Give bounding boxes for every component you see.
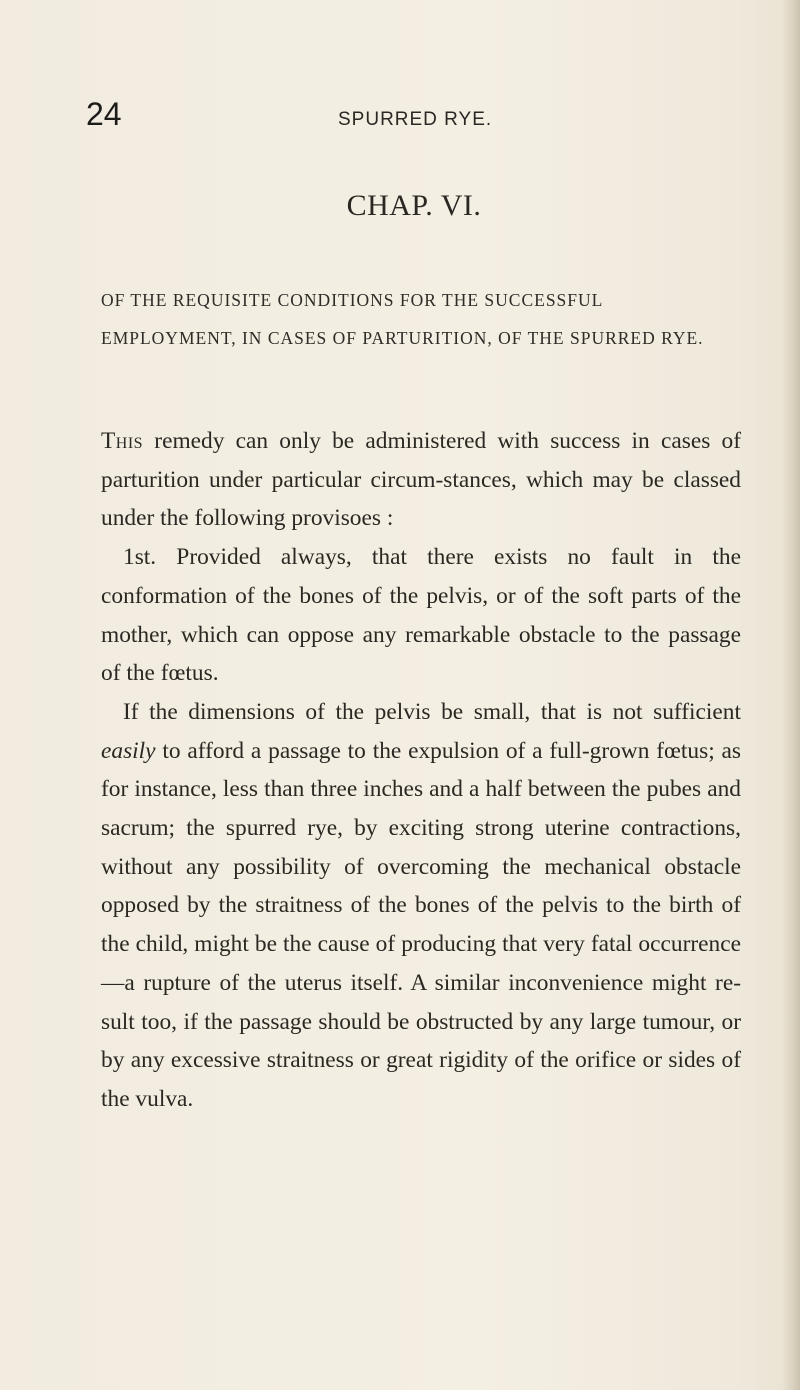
body-text [101,422,741,1119]
paragraph-3-text-b: to afford a passage to the expulsion of a full-grown fœtus; as for instance, less than three inches and a half between the pubes and sacrum; the spurred rye, by exciting strong uterine contractions, without any possibility of overcoming the mechanical obstacle opposed by the straitness of the bones of the pelvis to the birth of the child, might be the cause of producing that very fatal occurrence—a rupture of the uterus itself. A similar inconvenience might re-sult too, if the passage should be obstructed by any large tumour, or by any excessive straitness or great rigidity of the orifice or sides of the vulva. [101,737,741,1112]
running-head [86,98,706,138]
paragraph-1-text: remedy can only be administered with success in cases of parturition under particular circum-stances, which may be classed under the following provisoes : [101,428,741,532]
page-number: 24 [86,96,122,132]
paragraph-1 [101,422,741,538]
running-title: SPURRED RYE. [338,109,493,130]
paragraph-2: 1st. Provided always, that there exists no fault in the conformation of the bones of the pelvis, or of the soft parts of the mother, which can oppose any remarkable obstacle to the passage of the fœtus. [101,544,741,687]
paragraph-3-emphasis: easily [101,737,156,764]
chapter-subtitle: OF THE REQUISITE CONDITIONS FOR THE SUCCESSFUL EMPLOYMENT, IN CASES OF PARTURITION, OF THE SPURRED RYE. [101,290,704,348]
paragraph-3-text-a: If the dimensions of the pelvis be small, that is not sufficient [123,698,741,725]
chapter-title: CHAP. VI. [346,189,482,222]
paragraph-1-first-word: This [101,428,144,454]
paragraph-3 [101,693,741,1119]
